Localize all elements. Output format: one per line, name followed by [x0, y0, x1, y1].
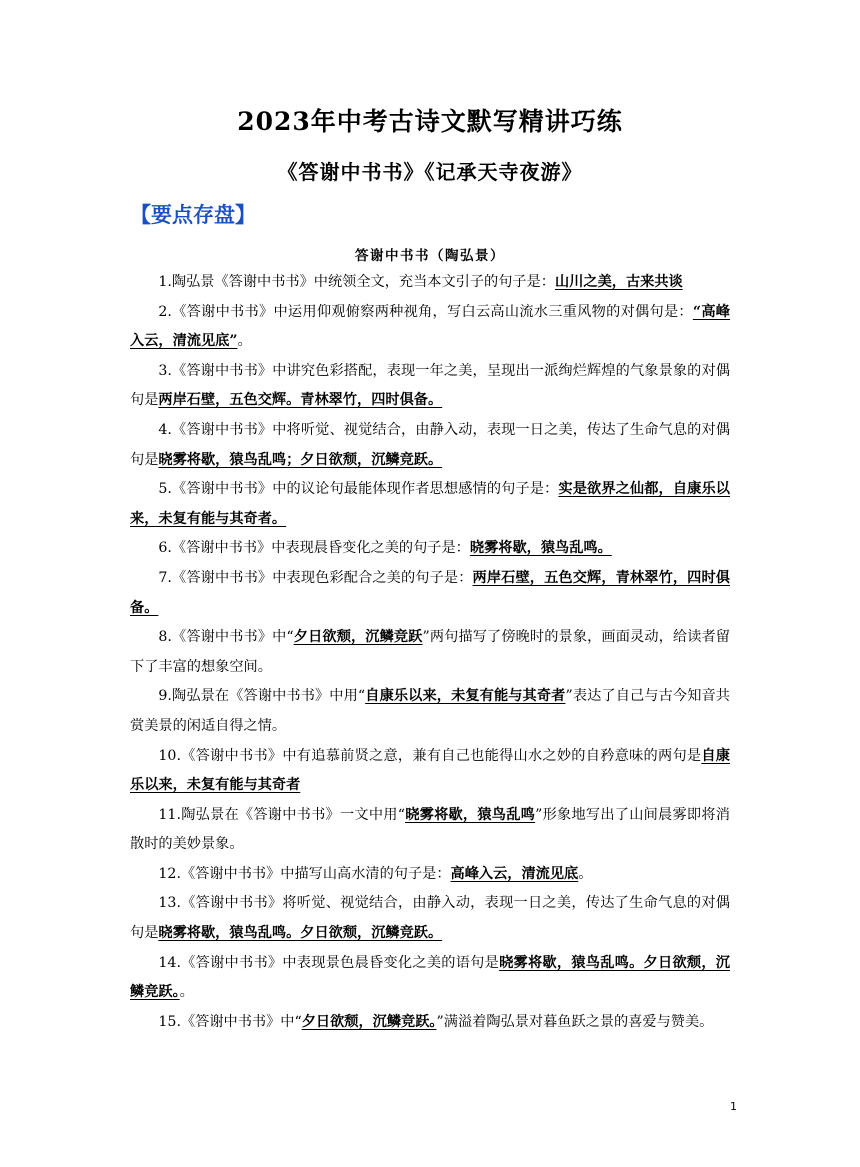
item-text-tail: ”表达了自己与古今知音共赏美景的闲适自得之情。: [130, 688, 730, 734]
list-item: [130, 416, 730, 475]
item-text: 2.《答谢中书书》中运用仰观俯察两种视角，写白云高山流水三重风物的对偶句是：: [158, 303, 693, 320]
question-list: [130, 268, 730, 1037]
item-text: 10.《答谢中书书》中有追慕前贤之意，兼有自己也能得山水之妙的自矜意味的两句是: [158, 747, 702, 764]
item-text: 6.《答谢中书书》中表现晨昏变化之美的句子是：: [158, 540, 470, 557]
list-item: [130, 534, 730, 564]
list-item: [130, 742, 730, 801]
list-item: [130, 682, 730, 741]
list-item: [130, 949, 730, 1008]
item-text: 5.《答谢中书书》中的议论句最能体现作者思想感情的句子是：: [158, 481, 559, 498]
list-item: [130, 801, 730, 860]
answer-text: 夕日欲颓，沉鳞竞跃。: [301, 1013, 437, 1030]
answer-text: 实是欲界之仙都，自康乐以来，未复有能与其奇者。: [130, 481, 730, 527]
list-item: [130, 268, 730, 298]
item-text-tail: 。: [179, 984, 194, 1001]
item-text: 12.《答谢中书书》中描写山高水清的句子是：: [158, 865, 451, 882]
text-heading: 答谢中书书（陶弘景）: [355, 248, 505, 264]
item-text: 3.《答谢中书书》中讲究色彩搭配，表现一年之美，呈现出一派绚烂辉煌的气象景象的对偶句是: [130, 362, 730, 409]
list-item: [130, 475, 730, 534]
answer-text: 夕日欲颓，沉鳞竞跃: [293, 629, 423, 646]
item-text-tail: 。: [578, 865, 593, 882]
answer-text: 晓雾将歇，猿鸟乱鸣: [404, 806, 536, 823]
item-text: 11.陶弘景在《答谢中书书》一文中用“: [158, 806, 405, 823]
item-text: 13.《答谢中书书》将听觉、视觉结合，由静入动，表现一日之美，传达了生命气息的对偶句是: [130, 895, 730, 942]
page-number: 1: [730, 1100, 737, 1113]
answer-text: 两岸石壁，五色交辉，青林翠竹，四时俱备。: [130, 569, 730, 616]
item-text-tail: ”两句描写了傍晚时的景象，画面灵动，给读者留下了丰富的想象空间。: [130, 629, 730, 675]
answer-text: 自康乐以来，未复有能与其奇者: [130, 747, 730, 794]
list-item: [130, 564, 730, 623]
list-item: [130, 1008, 730, 1038]
item-text-tail: ”满溢着陶弘景对暮鱼跃之景的喜爱与赞美。: [436, 1013, 714, 1030]
answer-text: 两岸石壁，五色交辉。青林翠竹，四时俱备。: [158, 392, 443, 409]
list-item: [130, 298, 730, 357]
item-text: 1.陶弘景《答谢中书书》中统领全文，充当本文引子的句子是：: [158, 274, 555, 290]
answer-text: “高峰入云，清流见底”: [130, 303, 730, 350]
list-item: [130, 623, 730, 682]
item-text: 9.陶弘景在《答谢中书书》中用“: [158, 688, 366, 705]
item-text: 14.《答谢中书书》中表现景色晨昏变化之美的语句是: [158, 954, 500, 971]
list-item: [130, 357, 730, 416]
item-text-tail: ”形象地写出了山间晨雾即将消散时的美妙景象。: [130, 806, 730, 853]
item-text: 15.《答谢中书书》中“: [158, 1013, 302, 1030]
answer-text: 高峰入云，清流见底: [450, 865, 579, 882]
answer-text: 晓雾将歇，猿鸟乱鸣。夕日欲颓，沉鳞竞跃。: [158, 925, 443, 942]
item-text: 4.《答谢中书书》中将听觉、视觉结合，由静入动，表现一日之美，传达了生命气息的对偶句是: [130, 421, 730, 468]
document-subtitle: 《答谢中书书》《记承天寺夜游》: [277, 160, 583, 184]
list-item: [130, 889, 730, 948]
section-heading: 【要点存盘】: [130, 203, 256, 227]
item-text-tail: 。: [237, 333, 252, 350]
answer-text: 晓雾将歇，猿鸟乱鸣。: [469, 540, 612, 557]
item-text: 7.《答谢中书书》中表现色彩配合之美的句子是：: [158, 569, 473, 586]
list-item: [130, 860, 730, 890]
answer-text: 山川之美，古来共谈: [555, 274, 683, 290]
answer-text: 自康乐以来，未复有能与其奇者: [365, 688, 566, 705]
item-text: 8.《答谢中书书》中“: [158, 629, 294, 646]
answer-text: 晓雾将歇，猿鸟乱鸣；夕日欲颓，沉鳞竞跃。: [158, 451, 443, 468]
answer-text: 晓雾将歇，猿鸟乱鸣。夕日欲颓，沉鳞竞跃。: [130, 954, 730, 1001]
document-title: 2023年中考古诗文默写精讲巧练: [237, 107, 623, 136]
